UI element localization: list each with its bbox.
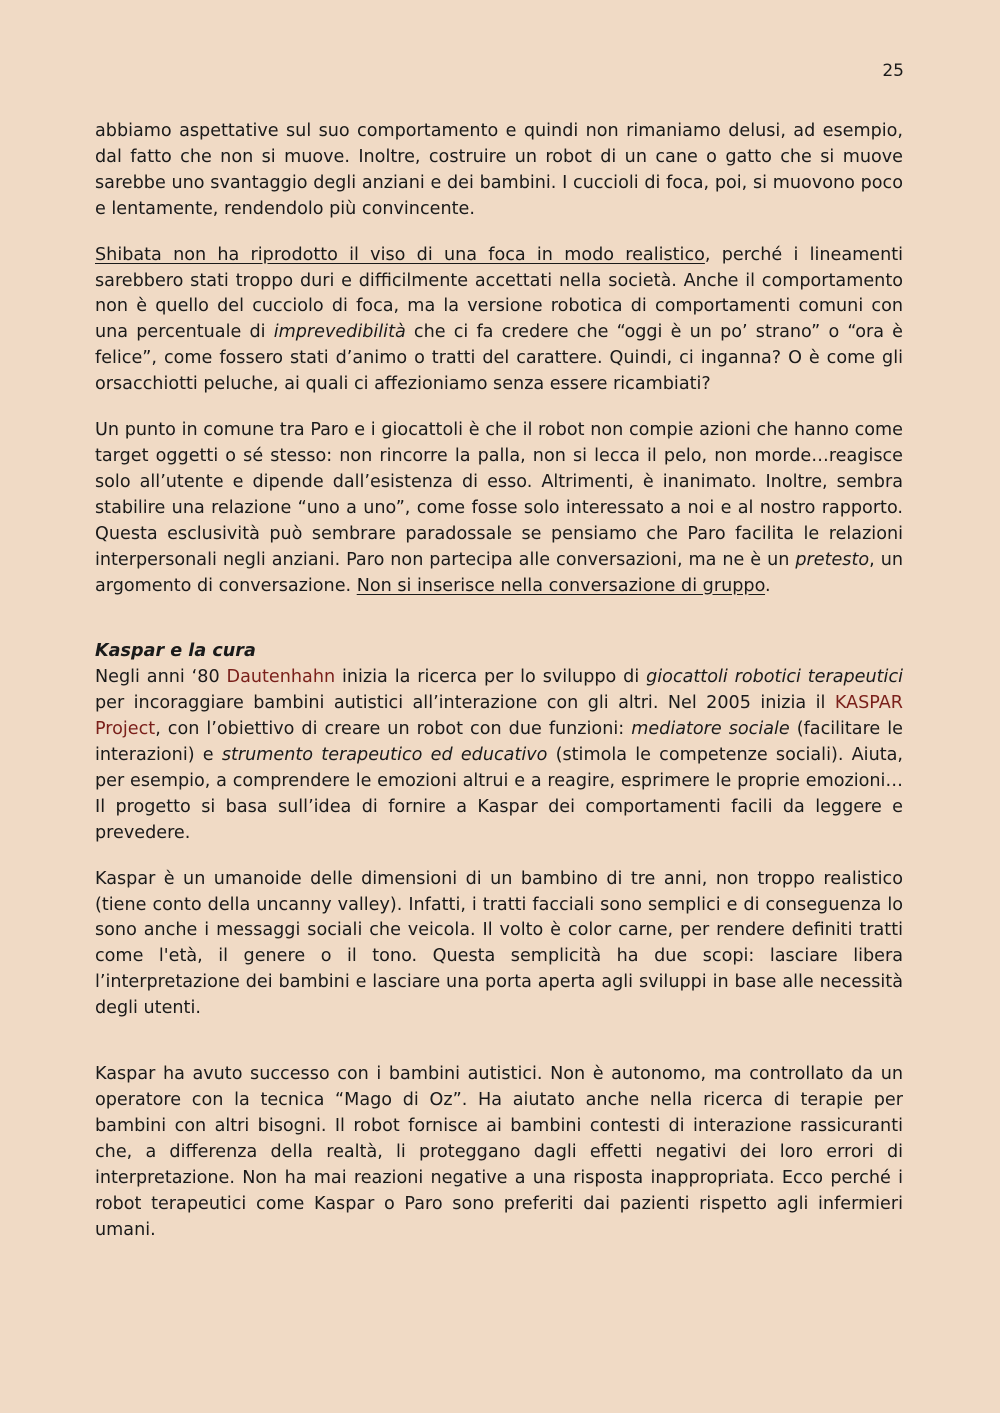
section-heading: Kaspar e la cura [95,641,256,662]
italic-term: giocattoli robotici terapeutici [646,667,903,688]
paragraph-4 [95,665,903,846]
text-run: , perché i lineamenti sarebbero stati troppo duri e difficilmente accettati nella società. Anche il comportamento non è quello del cucciolo di foca, ma la versione robotica di comportamenti comuni con una percentuale di [95,244,904,343]
text-run: , con l’obiettivo di creare un robot con due funzioni: [155,719,632,740]
text-run: Negli anni ‘80 [95,667,227,688]
text-run: (stimola le competenze sociali). Aiuta, per esempio, a comprendere le emozioni altrui e a reagire, esprimere le proprie emozioni…Il progetto si basa sull’idea di fornire a Kaspar dei comportamenti facili da leggere e prevedere. [95,745,903,843]
text-run: (facilitare le interazioni) e [95,719,903,766]
italic-term: strumento terapeutico ed educativo [221,745,548,766]
paragraph-5: Kaspar è un umanoide delle dimensioni di un bambino di tre anni, non troppo realistico (tiene conto della uncanny valley). Infatti, i tratti facciali sono semplici e di conseguenza lo sono anche i messaggi sociali che veicola. Il volto è color carne, per rendere definiti tratti come l'età, il genere o il tono. Questa semplicità ha due scopi: lasciare libera l’interpretazione dei bambini e lasciare una porta aperta agli sviluppi in base alle necessità degli utenti. [95,868,903,1019]
italic-term: pretesto [795,549,870,570]
body-text [95,119,903,1243]
italic-term: imprevedibilità [273,322,406,343]
paragraph-1: abbiamo aspettative sul suo comportamento e quindi non rimaniamo delusi, ad esempio, dal fatto che non si muove. Inoltre, costruire un robot di un cane o gatto che si muove sarebbe uno svantaggio degli anziani e dei bambini. I cuccioli di foca, poi, si muovono poco e lentamente, rendendolo più convincente. [95,121,903,219]
text-run: , un argomento di conversazione. [95,549,903,596]
underlined-phrase: Shibata non ha riprodotto il viso di una foca in modo realistico [95,244,705,265]
underlined-phrase: Non si inserisce nella conversazione di gruppo [356,575,766,596]
text-run: per incoraggiare bambini autistici all’interazione con gli altri. Nel 2005 inizia il [95,693,835,714]
text-run: che ci fa credere che “oggi è un po’ strano” o “ora è felice”, come fossero stati d’animo o tratti del carattere. Quindi, ci inganna? O è come gli orsacchiotti peluche, ai quali ci affezioniamo senza essere ricambiati? [95,322,903,395]
text-run: Un punto in comune tra Paro e i giocattoli è che il robot non compie azioni che hanno come target oggetti o sé stesso: non rincorre la palla, non si lecca il pelo, non morde…reagisce solo all’utente e dipende dall’esistenza di esso. Altrimenti, è inanimato. Inoltre, sembra stabilire una relazione “uno a uno”, come fosse solo interessato a noi e al nostro rapporto. Questa esclusività può sembrare paradossale se pensiamo che Paro facilita le relazioni interpersonali negli anziani. Paro non partecipa alle conversazioni, ma ne è un [95,420,903,570]
paragraph-6: Kaspar ha avuto successo con i bambini autistici. Non è autonomo, ma controllato da un operatore con la tecnica “Mago di Oz”. Ha aiutato anche nella ricerca di terapie per bambini con altri bisogni. Il robot fornisce ai bambini contesti di interazione rassicuranti che, a differenza della realtà, li proteggano dagli effetti negativi dei loro errori di interpretazione. Non ha mai reazioni negative a una risposta inappropriata. Ecco perché i robot terapeutici come Kaspar o Paro sono preferiti dai pazienti rispetto agli infermieri umani. [95,1064,903,1240]
paragraph-2 [95,243,903,398]
page-number: 25 [882,61,904,81]
kaspar-project-link[interactable]: KASPAR Project [95,693,903,740]
dautenhahn-link[interactable]: Dautenhahn [226,667,336,688]
text-run: . [765,575,771,596]
text-run: inizia la ricerca per lo sviluppo di [335,667,647,688]
paragraph-3 [95,418,903,599]
italic-term: mediatore sociale [631,719,790,740]
